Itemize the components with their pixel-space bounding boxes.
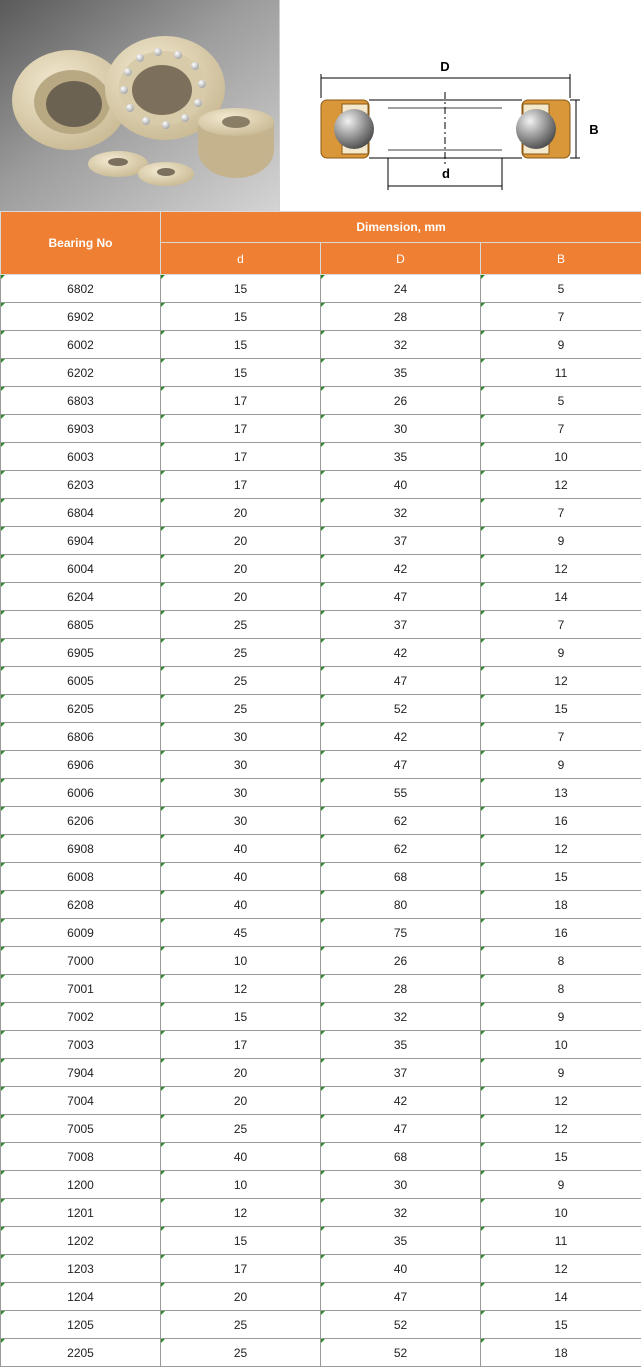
table-row — [1, 611, 641, 639]
cell-outer-D: 24 — [321, 275, 481, 303]
table-row — [1, 415, 641, 443]
table-row — [1, 807, 641, 835]
cell-outer-D: 42 — [321, 555, 481, 583]
cell-bore-d: 17 — [161, 471, 321, 499]
cell-bore-d: 17 — [161, 443, 321, 471]
cell-width-B: 15 — [481, 1143, 641, 1171]
cell-width-B: 11 — [481, 359, 641, 387]
table-row — [1, 751, 641, 779]
cell-outer-D: 47 — [321, 667, 481, 695]
table-row — [1, 527, 641, 555]
cell-width-B: 15 — [481, 1311, 641, 1339]
cell-bore-d: 20 — [161, 1283, 321, 1311]
cell-bearing-no: 6208 — [1, 891, 161, 919]
cell-outer-D: 80 — [321, 891, 481, 919]
cell-width-B: 5 — [481, 275, 641, 303]
table-row — [1, 1339, 641, 1367]
cell-width-B: 9 — [481, 751, 641, 779]
cell-bore-d: 15 — [161, 1003, 321, 1031]
cell-bore-d: 17 — [161, 1031, 321, 1059]
cell-width-B: 10 — [481, 1031, 641, 1059]
cell-bearing-no: 7005 — [1, 1115, 161, 1143]
header-width-B: B — [481, 243, 641, 275]
cell-outer-D: 35 — [321, 1031, 481, 1059]
table-row — [1, 499, 641, 527]
cell-outer-D: 40 — [321, 471, 481, 499]
cell-width-B: 5 — [481, 387, 641, 415]
table-row — [1, 1115, 641, 1143]
cell-outer-D: 30 — [321, 415, 481, 443]
cell-bore-d: 40 — [161, 835, 321, 863]
cell-bearing-no: 7002 — [1, 1003, 161, 1031]
table-row — [1, 1143, 641, 1171]
cell-width-B: 15 — [481, 695, 641, 723]
dimension-diagram-svg — [280, 0, 641, 211]
cell-bearing-no: 6206 — [1, 807, 161, 835]
header-bearing-no: Bearing No — [1, 212, 161, 275]
cell-bearing-no: 1202 — [1, 1227, 161, 1255]
table-body — [1, 275, 641, 1367]
cell-bore-d: 17 — [161, 1255, 321, 1283]
table-row — [1, 1059, 641, 1087]
cell-bearing-no: 6008 — [1, 863, 161, 891]
cell-outer-D: 42 — [321, 1087, 481, 1115]
cell-bore-d: 30 — [161, 779, 321, 807]
cell-width-B: 7 — [481, 303, 641, 331]
cell-bore-d: 20 — [161, 1059, 321, 1087]
cell-bearing-no: 6906 — [1, 751, 161, 779]
table-row — [1, 1199, 641, 1227]
cell-outer-D: 37 — [321, 527, 481, 555]
table-row — [1, 1171, 641, 1199]
cell-width-B: 9 — [481, 639, 641, 667]
cell-bore-d: 25 — [161, 639, 321, 667]
cell-width-B: 8 — [481, 947, 641, 975]
cell-bearing-no: 6803 — [1, 387, 161, 415]
cell-width-B: 9 — [481, 1059, 641, 1087]
cell-bore-d: 40 — [161, 863, 321, 891]
cell-outer-D: 32 — [321, 331, 481, 359]
cell-bearing-no: 6904 — [1, 527, 161, 555]
cell-bore-d: 25 — [161, 1311, 321, 1339]
bearing-dimension-table — [0, 211, 641, 1367]
cell-width-B: 15 — [481, 863, 641, 891]
cell-width-B: 8 — [481, 975, 641, 1003]
cell-width-B: 12 — [481, 555, 641, 583]
cell-outer-D: 47 — [321, 1283, 481, 1311]
cell-width-B: 18 — [481, 1339, 641, 1367]
table-row — [1, 583, 641, 611]
table-row — [1, 891, 641, 919]
cell-outer-D: 62 — [321, 807, 481, 835]
cell-outer-D: 47 — [321, 1115, 481, 1143]
cell-bearing-no: 1200 — [1, 1171, 161, 1199]
cell-bearing-no: 7904 — [1, 1059, 161, 1087]
table-row — [1, 1003, 641, 1031]
header-dimension: Dimension, mm — [161, 212, 641, 243]
cell-outer-D: 26 — [321, 387, 481, 415]
table-row — [1, 1255, 641, 1283]
cell-outer-D: 37 — [321, 611, 481, 639]
table-row — [1, 779, 641, 807]
cell-outer-D: 32 — [321, 1003, 481, 1031]
cell-width-B: 7 — [481, 415, 641, 443]
cell-width-B: 13 — [481, 779, 641, 807]
cell-bearing-no: 6804 — [1, 499, 161, 527]
table-row — [1, 387, 641, 415]
cell-outer-D: 37 — [321, 1059, 481, 1087]
bearing-cross-section-diagram — [279, 0, 641, 211]
cell-bore-d: 15 — [161, 1227, 321, 1255]
label-width: B — [589, 122, 599, 137]
cell-bearing-no: 6908 — [1, 835, 161, 863]
cell-bore-d: 12 — [161, 975, 321, 1003]
cell-bearing-no: 7003 — [1, 1031, 161, 1059]
cell-bore-d: 15 — [161, 331, 321, 359]
cell-outer-D: 32 — [321, 499, 481, 527]
table-row — [1, 723, 641, 751]
cell-width-B: 12 — [481, 1255, 641, 1283]
cell-width-B: 10 — [481, 443, 641, 471]
cell-outer-D: 47 — [321, 583, 481, 611]
cell-bore-d: 10 — [161, 1171, 321, 1199]
cell-bore-d: 25 — [161, 611, 321, 639]
cell-outer-D: 47 — [321, 751, 481, 779]
cell-bearing-no: 7008 — [1, 1143, 161, 1171]
cell-width-B: 14 — [481, 583, 641, 611]
cell-bore-d: 15 — [161, 359, 321, 387]
cell-bearing-no: 6003 — [1, 443, 161, 471]
cell-bore-d: 17 — [161, 415, 321, 443]
cell-bore-d: 20 — [161, 1087, 321, 1115]
table-row — [1, 359, 641, 387]
table-row — [1, 1031, 641, 1059]
cell-bore-d: 40 — [161, 891, 321, 919]
table-row — [1, 1227, 641, 1255]
header-images — [0, 0, 641, 211]
cell-width-B: 14 — [481, 1283, 641, 1311]
cell-bore-d: 25 — [161, 695, 321, 723]
cell-width-B: 18 — [481, 891, 641, 919]
cell-width-B: 12 — [481, 471, 641, 499]
table-row — [1, 835, 641, 863]
cell-width-B: 12 — [481, 835, 641, 863]
cell-width-B: 16 — [481, 807, 641, 835]
cell-bearing-no: 1203 — [1, 1255, 161, 1283]
table-row — [1, 443, 641, 471]
cell-bearing-no: 7004 — [1, 1087, 161, 1115]
table-row — [1, 555, 641, 583]
cell-width-B: 12 — [481, 667, 641, 695]
cell-outer-D: 35 — [321, 1227, 481, 1255]
table-row — [1, 919, 641, 947]
table-row — [1, 331, 641, 359]
cell-outer-D: 42 — [321, 723, 481, 751]
table-row — [1, 695, 641, 723]
cell-bearing-no: 6902 — [1, 303, 161, 331]
table-row — [1, 1283, 641, 1311]
cell-outer-D: 30 — [321, 1171, 481, 1199]
cell-bearing-no: 1205 — [1, 1311, 161, 1339]
table-row — [1, 639, 641, 667]
cell-bearing-no: 6905 — [1, 639, 161, 667]
cell-width-B: 16 — [481, 919, 641, 947]
cell-bore-d: 25 — [161, 667, 321, 695]
label-bore-diameter: d — [442, 166, 450, 181]
cell-bearing-no: 1204 — [1, 1283, 161, 1311]
cell-bearing-no: 6806 — [1, 723, 161, 751]
cell-bearing-no: 6203 — [1, 471, 161, 499]
cell-bore-d: 30 — [161, 723, 321, 751]
cell-bore-d: 10 — [161, 947, 321, 975]
cell-width-B: 7 — [481, 723, 641, 751]
cell-bore-d: 20 — [161, 583, 321, 611]
cell-outer-D: 42 — [321, 639, 481, 667]
cell-outer-D: 26 — [321, 947, 481, 975]
table-row — [1, 275, 641, 303]
cell-bearing-no: 7000 — [1, 947, 161, 975]
cell-bearing-no: 6802 — [1, 275, 161, 303]
cell-bore-d: 15 — [161, 275, 321, 303]
cell-width-B: 10 — [481, 1199, 641, 1227]
cell-bore-d: 25 — [161, 1339, 321, 1367]
cell-width-B: 7 — [481, 499, 641, 527]
cell-bearing-no: 6805 — [1, 611, 161, 639]
cell-width-B: 9 — [481, 1003, 641, 1031]
cell-bearing-no: 6202 — [1, 359, 161, 387]
cell-outer-D: 35 — [321, 359, 481, 387]
cell-outer-D: 68 — [321, 863, 481, 891]
cell-bearing-no: 6903 — [1, 415, 161, 443]
cell-bearing-no: 2205 — [1, 1339, 161, 1367]
cell-width-B: 7 — [481, 611, 641, 639]
cell-bearing-no: 6005 — [1, 667, 161, 695]
cell-width-B: 11 — [481, 1227, 641, 1255]
cell-outer-D: 28 — [321, 303, 481, 331]
cell-bore-d: 40 — [161, 1143, 321, 1171]
cell-bearing-no: 6205 — [1, 695, 161, 723]
table-row — [1, 471, 641, 499]
table-row — [1, 975, 641, 1003]
cell-width-B: 9 — [481, 527, 641, 555]
cell-outer-D: 32 — [321, 1199, 481, 1227]
label-outer-diameter: D — [440, 59, 450, 74]
table-row — [1, 947, 641, 975]
table-row — [1, 1087, 641, 1115]
cell-outer-D: 55 — [321, 779, 481, 807]
cell-bearing-no: 6009 — [1, 919, 161, 947]
cell-bore-d: 20 — [161, 499, 321, 527]
cell-bore-d: 15 — [161, 303, 321, 331]
cell-bore-d: 45 — [161, 919, 321, 947]
bearing-photo — [0, 0, 279, 211]
cell-bore-d: 20 — [161, 555, 321, 583]
table-row — [1, 667, 641, 695]
cell-width-B: 9 — [481, 331, 641, 359]
cell-bearing-no: 6004 — [1, 555, 161, 583]
cell-outer-D: 52 — [321, 695, 481, 723]
table-row — [1, 1311, 641, 1339]
cell-bearing-no: 7001 — [1, 975, 161, 1003]
cell-width-B: 12 — [481, 1087, 641, 1115]
cell-bearing-no: 1201 — [1, 1199, 161, 1227]
cell-bearing-no: 6006 — [1, 779, 161, 807]
cell-bore-d: 20 — [161, 527, 321, 555]
cell-bore-d: 17 — [161, 387, 321, 415]
cell-bearing-no: 6204 — [1, 583, 161, 611]
cell-outer-D: 75 — [321, 919, 481, 947]
cell-outer-D: 62 — [321, 835, 481, 863]
cell-width-B: 9 — [481, 1171, 641, 1199]
cell-bore-d: 30 — [161, 807, 321, 835]
cell-outer-D: 52 — [321, 1311, 481, 1339]
header-outer-D: D — [321, 243, 481, 275]
cell-outer-D: 68 — [321, 1143, 481, 1171]
cell-outer-D: 28 — [321, 975, 481, 1003]
cell-outer-D: 52 — [321, 1339, 481, 1367]
cell-bearing-no: 6002 — [1, 331, 161, 359]
cell-outer-D: 40 — [321, 1255, 481, 1283]
cell-bore-d: 25 — [161, 1115, 321, 1143]
header-bore-d: d — [161, 243, 321, 275]
table-row — [1, 863, 641, 891]
table-row — [1, 303, 641, 331]
cell-width-B: 12 — [481, 1115, 641, 1143]
cell-outer-D: 35 — [321, 443, 481, 471]
cell-bore-d: 12 — [161, 1199, 321, 1227]
cell-bore-d: 30 — [161, 751, 321, 779]
